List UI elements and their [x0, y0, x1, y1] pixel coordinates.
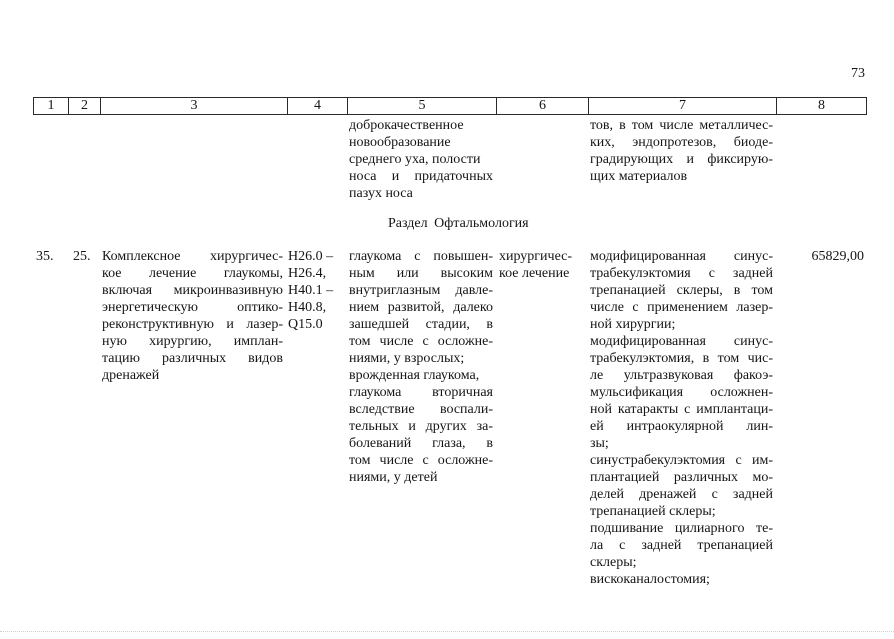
text-line: ла с задней трепанацией [590, 538, 773, 553]
text-line: энергетическую оптико- [102, 300, 283, 315]
text-line: зы; [590, 436, 609, 451]
row-number: 35. [36, 249, 54, 264]
icd-code-line: H26.0 – [288, 249, 334, 264]
text-line: включая микроинвазивную [102, 283, 283, 298]
text-line: хирургичес- [499, 249, 573, 264]
text-line: подшивание цилиарного те- [590, 521, 773, 536]
text-line: тельных и других за- [349, 419, 493, 434]
header-cell-6: 6 [497, 98, 589, 115]
header-cell-1: 1 [34, 98, 69, 115]
text-line: нием развитой, далеко [349, 300, 493, 315]
patient-model-cell [349, 248, 493, 486]
text-line: ниями, у взрослых; [349, 351, 465, 366]
text-line: трабекулэктомия с задней [590, 266, 773, 281]
scan-edge-line [0, 631, 894, 632]
header-cell-3: 3 [101, 98, 288, 115]
header-cell-8: 8 [777, 98, 867, 115]
text-line: модифицированная синус- [590, 334, 773, 349]
cost-value: 65829,00 [811, 249, 864, 264]
text-line: том числе с осложне- [349, 453, 493, 468]
text-line: носа и придаточных [349, 169, 493, 184]
text-line: среднего уха, полости [349, 152, 481, 167]
icd-code-line: Q15.0 [288, 317, 323, 332]
text-line: глаукома с повышен- [349, 249, 493, 264]
text-line: трепанацией склеры; [590, 504, 716, 519]
icd-code-line: H40.1 – [288, 283, 334, 298]
text-line: ких, эндопротезов, биоде- [590, 135, 773, 150]
text-line: вследствие воспали- [349, 402, 493, 417]
text-line: ную хирургию, имплан- [102, 334, 283, 349]
icd-code-line: H40.8, [288, 300, 327, 315]
text-line: мульсификация осложнен- [590, 385, 773, 400]
text-line: ле ультразвуковая факоэ- [590, 368, 773, 383]
page-number: 73 [851, 66, 865, 81]
text-line: врожденная глаукома, [349, 368, 480, 383]
text-line: внутриглазным давле- [349, 283, 493, 298]
column-number-header [33, 97, 867, 115]
care-type-cell [102, 248, 283, 384]
continuation-patient-model [349, 117, 493, 202]
text-line: делей дренажей с задней [590, 487, 773, 502]
text-line: ей интраокулярной лин- [590, 419, 773, 434]
text-line: кое лечение глаукомы, [102, 266, 283, 281]
text-line: пазух носа [349, 186, 413, 201]
header-cell-4: 4 [288, 98, 348, 115]
treatment-type-cell [499, 248, 585, 282]
text-line: щих материалов [590, 169, 688, 184]
text-line: ным или высоким [349, 266, 493, 281]
group-number: 25. [73, 249, 91, 264]
header-cell-7: 7 [589, 98, 777, 115]
text-line: ной катаракты с имплантаци- [590, 402, 773, 417]
text-line: тацию различных видов [102, 351, 283, 366]
section-title: Раздел Офтальмология [388, 216, 529, 231]
text-line: склеры; [590, 555, 637, 570]
text-line: дренажей [102, 368, 160, 383]
icd-codes-cell [288, 248, 346, 333]
text-line: реконструктивную и лазер- [102, 317, 283, 332]
text-line: трепанацией склеры, в том [590, 283, 773, 298]
text-line: доброкачественное [349, 118, 464, 133]
continuation-method [590, 117, 773, 185]
text-line: глаукома вторичная [349, 385, 493, 400]
text-line: вискоканалостомия; [590, 572, 710, 587]
header-cell-5: 5 [348, 98, 497, 115]
text-line: модифицированная синус- [590, 249, 773, 264]
treatment-method-cell [590, 248, 773, 588]
text-line: трабекулэктомия, в том чис- [590, 351, 773, 366]
text-line: синустрабекулэктомия с им- [590, 453, 773, 468]
header-row [34, 98, 867, 115]
text-line: плантацией различных мо- [590, 470, 773, 485]
text-line: градирующих и фиксирую- [590, 152, 773, 167]
icd-code-line: H26.4, [288, 266, 327, 281]
text-line: ной хирургии; [590, 317, 676, 332]
text-line: новообразование [349, 135, 451, 150]
text-line: Комплексное хирургичес- [102, 249, 283, 264]
text-line: том числе с осложне- [349, 334, 493, 349]
header-cell-2: 2 [69, 98, 101, 115]
text-line: болеваний глаза, в [349, 436, 493, 451]
text-line: числе с применением лазер- [590, 300, 773, 315]
text-line: ниями, у детей [349, 470, 438, 485]
text-line: кое лечение [499, 266, 570, 281]
text-line: зашедшей стадии, в [349, 317, 493, 332]
text-line: тов, в том числе металличес- [590, 118, 773, 133]
